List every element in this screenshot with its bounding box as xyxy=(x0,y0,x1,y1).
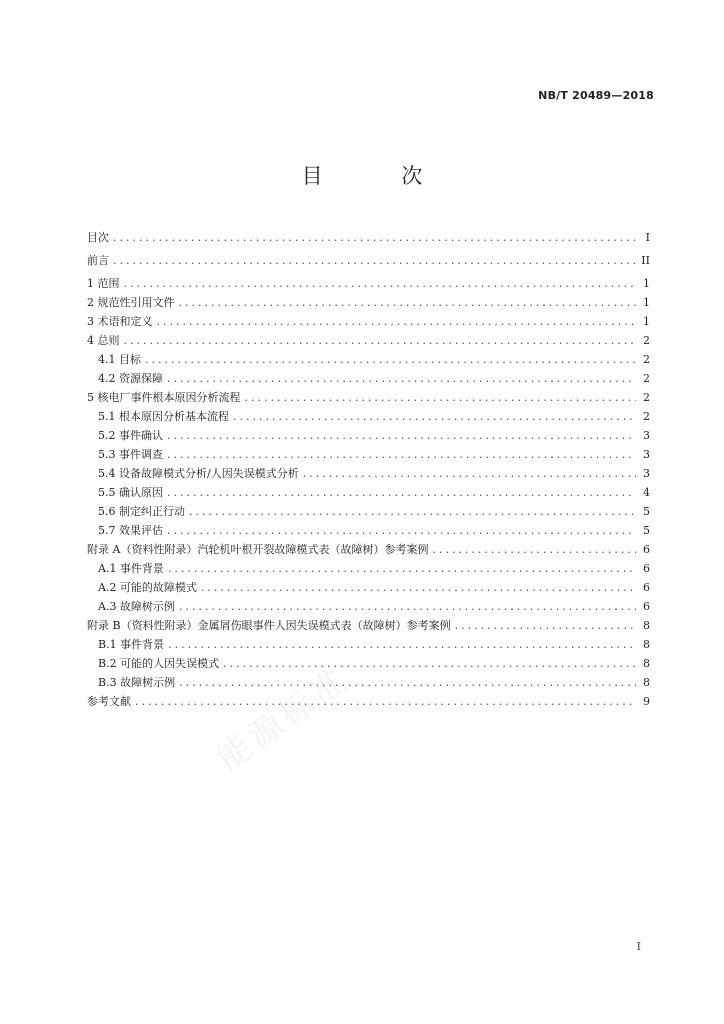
toc-leader-dots xyxy=(233,410,636,423)
toc-leader-dots xyxy=(432,543,636,556)
toc-entry[interactable] xyxy=(87,370,650,389)
toc-entry[interactable] xyxy=(87,427,650,446)
toc-entry[interactable] xyxy=(87,579,650,598)
toc-entry-label: 5.6 制定纠正行动 xyxy=(98,505,185,518)
toc-entry-label: A.2 可能的故障模式 xyxy=(98,581,197,594)
toc-entry[interactable] xyxy=(87,522,650,541)
toc-entry[interactable] xyxy=(87,693,650,712)
toc-leader-dots xyxy=(201,581,636,594)
toc-leader-dots xyxy=(189,505,636,518)
toc-leader-dots xyxy=(167,372,636,385)
toc-leader-dots xyxy=(167,448,636,461)
toc-entry-label: 4.2 资源保障 xyxy=(98,372,163,385)
footer-page-number: I xyxy=(636,940,641,953)
toc-entry-page: 3 xyxy=(643,467,650,480)
toc-entry[interactable] xyxy=(87,229,650,248)
standard-code: NB/T 20489—2018 xyxy=(538,89,654,102)
toc-entry[interactable] xyxy=(87,252,650,271)
toc-leader-dots xyxy=(179,600,636,613)
toc-entry[interactable] xyxy=(87,617,650,636)
toc-leader-dots xyxy=(145,353,636,366)
toc-entry-page: 4 xyxy=(643,486,650,499)
toc-entry-label: 3 术语和定义 xyxy=(87,315,153,328)
toc-entry-label: 参考文献 xyxy=(87,695,131,708)
toc-entry[interactable] xyxy=(87,446,650,465)
toc-leader-dots xyxy=(303,467,636,480)
toc-leader-dots xyxy=(167,524,636,537)
toc-entry-label: 5.1 根本原因分析基本流程 xyxy=(98,410,229,423)
toc-entry-label: 5.4 设备故障模式分析/人因失误模式分析 xyxy=(98,467,299,480)
toc-entry-page: 8 xyxy=(643,638,650,651)
toc-entry[interactable] xyxy=(87,351,650,370)
toc-entry-label: 5.2 事件确认 xyxy=(98,429,163,442)
toc-entry-label: 附录 A（资料性附录）汽轮机叶根开裂故障模式表（故障树）参考案例 xyxy=(87,543,429,556)
toc-entry-page: 6 xyxy=(643,600,650,613)
toc-entry-label: 5 核电厂事件根本原因分析流程 xyxy=(87,391,241,404)
toc-leader-dots xyxy=(113,254,636,267)
toc-entry-label: 附录 B（资料性附录）金属屑伤眼事件人因失误模式表（故障树）参考案例 xyxy=(87,619,451,632)
toc-entry[interactable] xyxy=(87,598,650,617)
toc-entry-page: 8 xyxy=(643,676,650,689)
toc-entry-label: A.1 事件背景 xyxy=(98,562,164,575)
toc-leader-dots xyxy=(245,391,637,404)
toc-entry[interactable] xyxy=(87,408,650,427)
toc-entry-page: I xyxy=(645,231,650,244)
table-of-contents xyxy=(87,229,650,712)
toc-entry-page: 9 xyxy=(643,695,650,708)
toc-entry[interactable] xyxy=(87,541,650,560)
toc-entry-label: 5.3 事件调查 xyxy=(98,448,163,461)
toc-leader-dots xyxy=(455,619,636,632)
toc-entry[interactable] xyxy=(87,332,650,351)
toc-entry-label: 4.1 目标 xyxy=(98,353,141,366)
toc-entry-page: 5 xyxy=(643,524,650,537)
toc-entry[interactable] xyxy=(87,674,650,693)
toc-entry-page: 2 xyxy=(643,353,650,366)
toc-entry-page: 6 xyxy=(643,543,650,556)
toc-entry-page: 1 xyxy=(643,315,650,328)
toc-entry[interactable] xyxy=(87,389,650,408)
toc-leader-dots xyxy=(167,486,636,499)
toc-entry[interactable] xyxy=(87,503,650,522)
toc-leader-dots xyxy=(157,315,637,328)
toc-leader-dots xyxy=(168,562,636,575)
toc-entry-label: 2 规范性引用文件 xyxy=(87,296,175,309)
toc-entry[interactable] xyxy=(87,275,650,294)
toc-entry-page: 3 xyxy=(643,429,650,442)
toc-leader-dots xyxy=(113,231,636,244)
toc-entry[interactable] xyxy=(87,560,650,579)
toc-entry-label: 5.7 效果评估 xyxy=(98,524,163,537)
toc-entry-page: 1 xyxy=(643,296,650,309)
toc-entry[interactable] xyxy=(87,465,650,484)
toc-entry-page: 5 xyxy=(643,505,650,518)
toc-entry-page: 2 xyxy=(643,372,650,385)
toc-entry-label: B.3 故障树示例 xyxy=(98,676,176,689)
toc-entry-page: 6 xyxy=(643,562,650,575)
toc-entry-label: B.2 可能的人因失误模式 xyxy=(98,657,220,670)
toc-entry-page: 2 xyxy=(643,334,650,347)
toc-entry-page: 1 xyxy=(643,277,650,290)
toc-entry[interactable] xyxy=(87,636,650,655)
toc-entry-label: B.1 事件背景 xyxy=(98,638,165,651)
toc-entry-page: 2 xyxy=(643,391,650,404)
watermark: 能源标准 xyxy=(209,659,358,780)
toc-entry-label: A.3 故障树示例 xyxy=(98,600,175,613)
toc-entry-label: 5.5 确认原因 xyxy=(98,486,163,499)
toc-leader-dots xyxy=(223,657,636,670)
toc-entry-page: II xyxy=(641,254,650,267)
page-title: 目 次 xyxy=(301,164,459,188)
toc-entry[interactable] xyxy=(87,484,650,503)
toc-entry-page: 6 xyxy=(643,581,650,594)
toc-entry-label: 1 范围 xyxy=(87,277,120,290)
toc-leader-dots xyxy=(167,429,636,442)
toc-entry[interactable] xyxy=(87,655,650,674)
toc-entry-label: 前言 xyxy=(87,254,109,267)
toc-entry-page: 2 xyxy=(643,410,650,423)
toc-leader-dots xyxy=(179,676,636,689)
toc-leader-dots xyxy=(135,695,636,708)
toc-entry[interactable] xyxy=(87,313,650,332)
toc-entry-page: 3 xyxy=(643,448,650,461)
toc-leader-dots xyxy=(124,334,637,347)
toc-entry-label: 4 总则 xyxy=(87,334,120,347)
toc-entry-page: 8 xyxy=(643,657,650,670)
toc-leader-dots xyxy=(124,277,637,290)
toc-entry-label: 目次 xyxy=(87,231,109,244)
toc-entry-page: 8 xyxy=(643,619,650,632)
toc-leader-dots xyxy=(179,296,637,309)
toc-leader-dots xyxy=(168,638,636,651)
toc-entry[interactable] xyxy=(87,294,650,313)
